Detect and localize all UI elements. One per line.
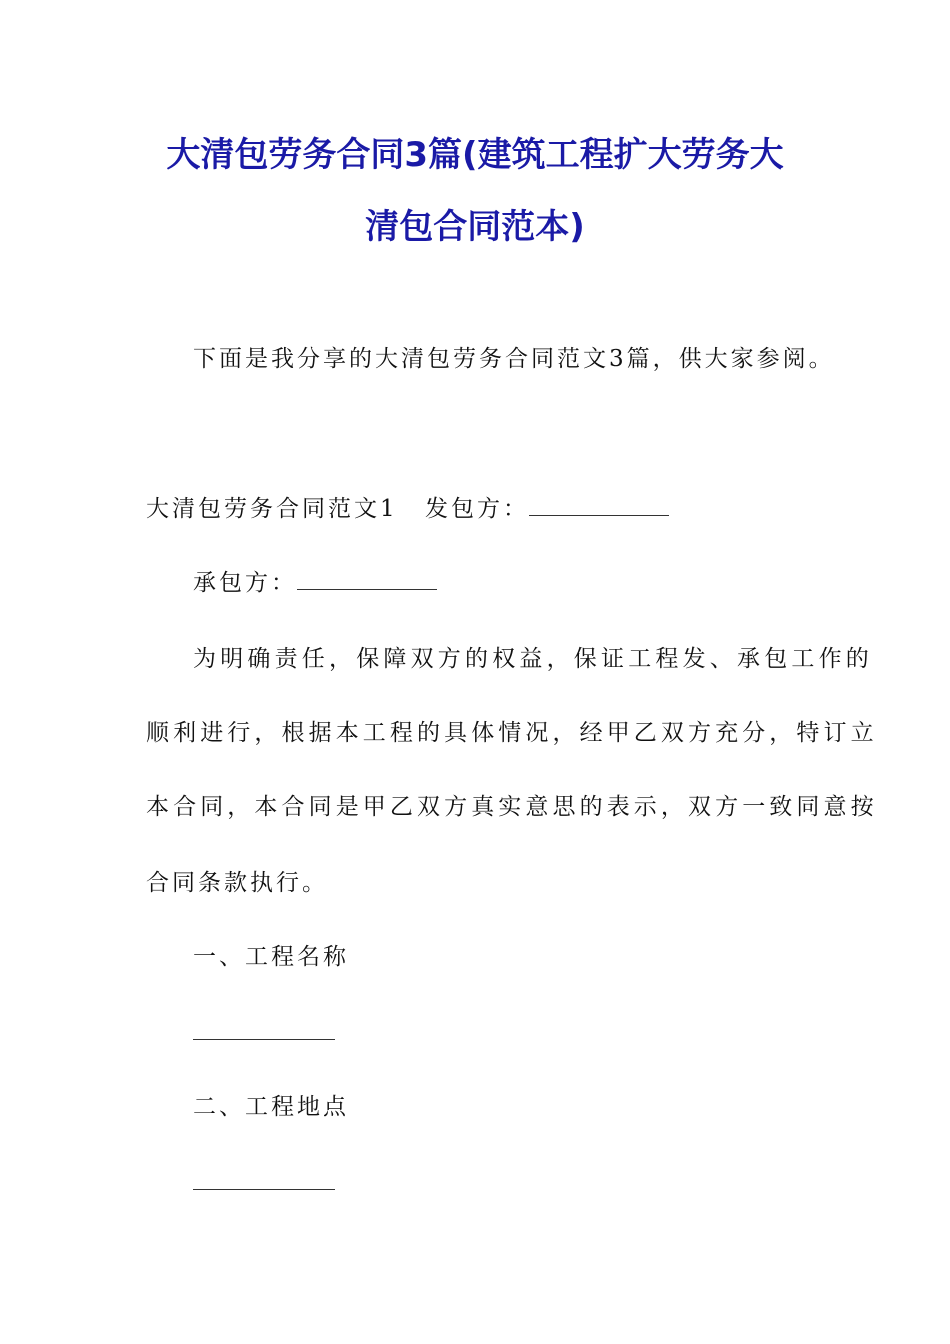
project-location-blank-row: [193, 1166, 335, 1200]
paragraph-line: 为明确责任，保障双方的权益，保证工程发、承包工作的: [193, 646, 873, 672]
paragraph-line: 顺利进行，根据本工程的具体情况，经甲乙双方充分，特订立: [146, 720, 878, 746]
project-name-blank-row: [193, 1016, 335, 1050]
project-location-blank: [193, 1167, 335, 1190]
paragraph-line: 合同条款执行。: [146, 870, 328, 896]
sample-heading: 大清包劳务合同范文1: [146, 496, 398, 522]
party-b-row: [193, 566, 437, 600]
party-a-blank: [529, 493, 669, 516]
document-title-line-2: 清包合同范本): [365, 207, 585, 247]
section-heading-project-location: 二、工程地点: [193, 1094, 349, 1120]
party-a-label: 发包方：: [425, 496, 529, 522]
party-b-blank: [297, 567, 437, 590]
party-a-row: [425, 492, 669, 526]
project-name-blank: [193, 1017, 335, 1040]
paragraph-line: 本合同，本合同是甲乙双方真实意思的表示，双方一致同意按: [146, 794, 878, 820]
document-title-line-1: 大清包劳务合同3篇(建筑工程扩大劳务大: [166, 135, 784, 175]
party-b-label: 承包方：: [193, 570, 297, 596]
section-heading-project-name: 一、工程名称: [193, 944, 349, 970]
intro-text: 下面是我分享的大清包劳务合同范文3篇，供大家参阅。: [193, 346, 835, 372]
